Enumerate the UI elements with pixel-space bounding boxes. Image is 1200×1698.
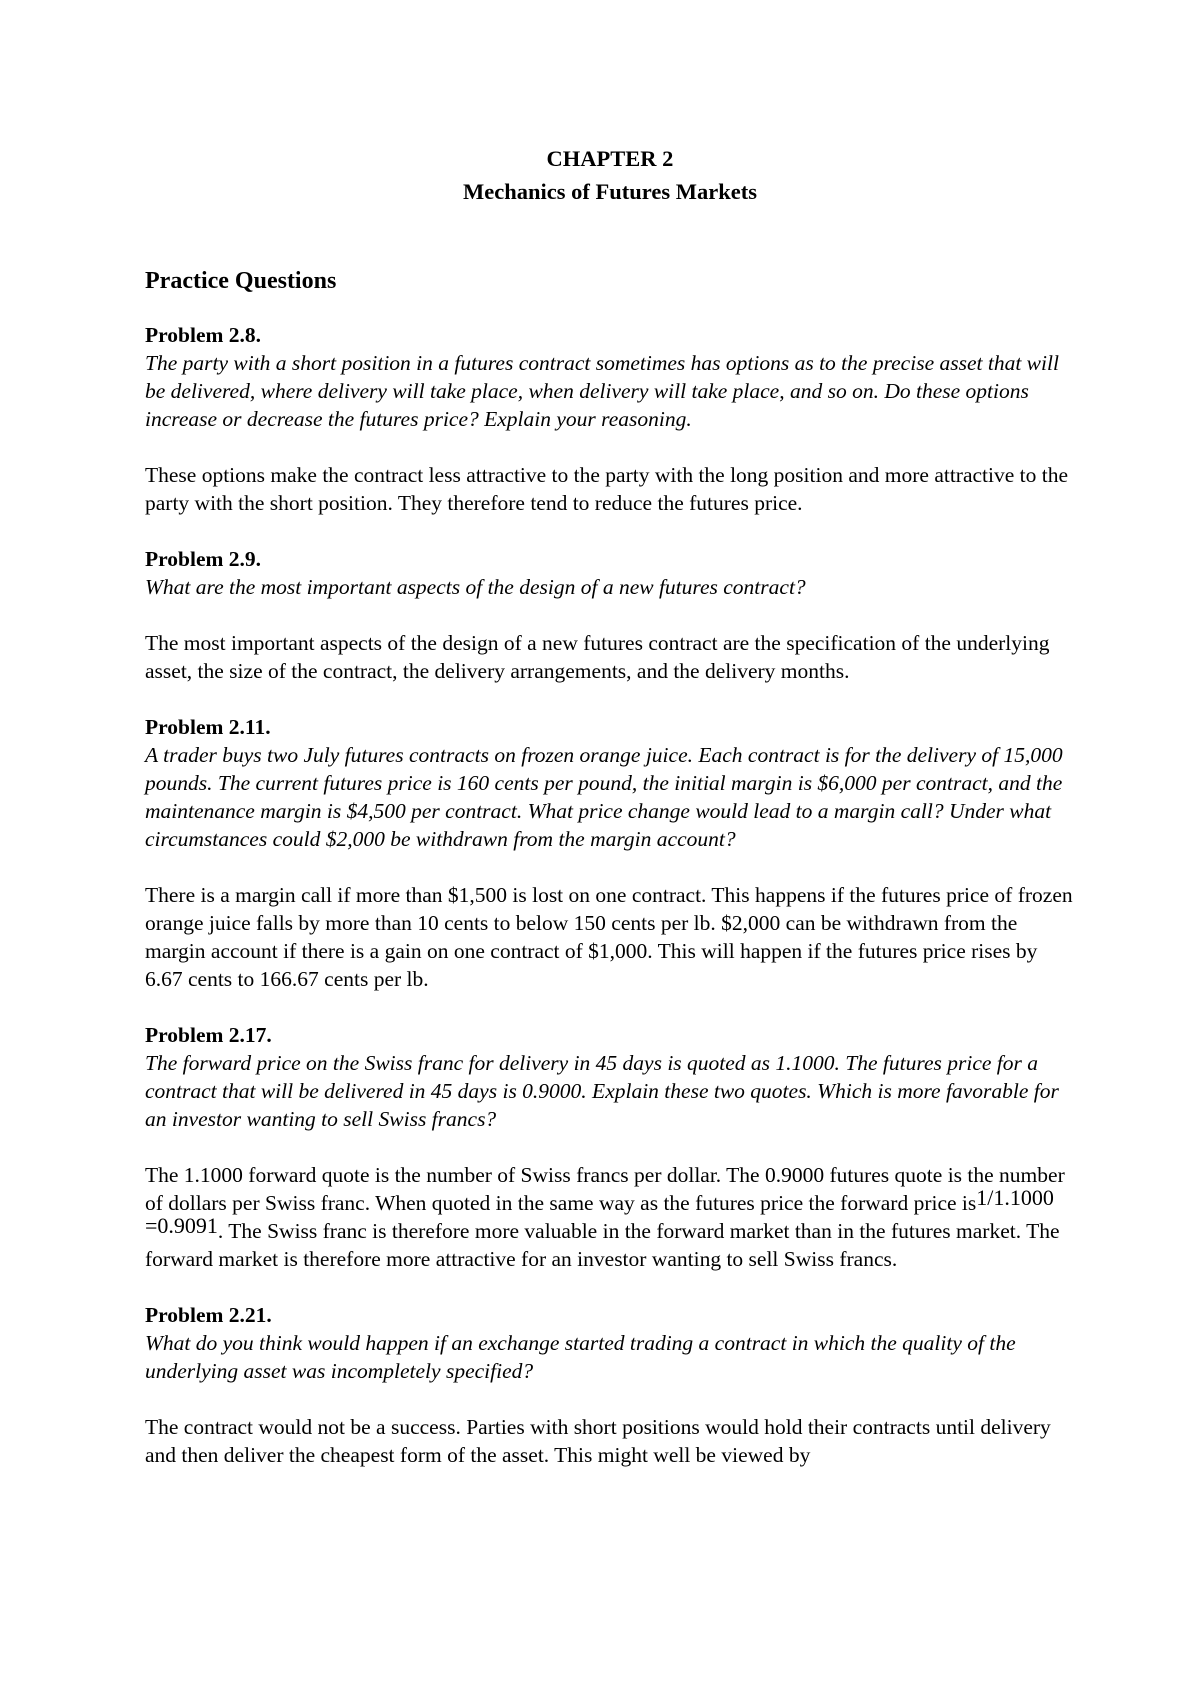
problem-answer: The contract would not be a success. Parties with short positions would hold their contracts until delivery and then deliver the cheapest form of the asset. This might well be viewed by xyxy=(145,1415,1051,1467)
problem-title: Problem 2.8. xyxy=(145,323,262,347)
problem-2-8 xyxy=(145,321,1075,517)
problem-answer xyxy=(145,1161,1075,1273)
problem-2-21 xyxy=(145,1301,1075,1469)
problem-title: Problem 2.11. xyxy=(145,715,271,739)
problem-title: Problem 2.9. xyxy=(145,547,262,571)
chapter-title: Mechanics of Futures Markets xyxy=(463,179,757,204)
problem-answer: The most important aspects of the design of a new futures contract are the specification of the underlying asset, the size of the contract, the delivery arrangements, and the delivery months. xyxy=(145,631,1050,683)
section-title: Practice Questions xyxy=(145,268,337,294)
problem-question: What are the most important aspects of the design of a new futures contract? xyxy=(145,575,806,599)
chapter-number: CHAPTER 2 xyxy=(546,146,674,171)
problem-question: The forward price on the Swiss franc for delivery in 45 days is quoted as 1.1000. The futures price for a contract that will be delivered in 45 days is 0.9000. Explain these two quotes. Which is more favorable for an investor wanting to sell Swiss francs? xyxy=(145,1051,1059,1131)
problem-title: Problem 2.17. xyxy=(145,1023,272,1047)
problem-question: A trader buys two July futures contracts on frozen orange juice. Each contract is for the delivery of 15,000 pounds. The current futures price is 160 cents per pound, the initial margin is $6,000 per contract, and the maintenance margin is $4,500 per contract. What price change would lead to a margin call? Under what circumstances could $2,000 be withdrawn from the margin account? xyxy=(145,743,1063,851)
document-page xyxy=(145,142,1075,1469)
problem-2-11 xyxy=(145,713,1075,993)
problem-question: The party with a short position in a futures contract sometimes has options as to the precise asset that will be delivered, where delivery will take place, when delivery will take place, and so on. Do these options increase or decrease the futures price? Explain your reasoning. xyxy=(145,351,1059,431)
answer-text-before: The 1.1000 forward quote is the number of Swiss francs per dollar. The 0.9000 futures quote is the number of dollars per Swiss franc. When quoted in the same way as the futures price the forward price is xyxy=(145,1163,1065,1215)
answer-equation: 1/1.1000 =0.9091 xyxy=(145,1185,1054,1238)
problem-title: Problem 2.21. xyxy=(145,1303,272,1327)
problem-2-17 xyxy=(145,1021,1075,1273)
answer-text-after: . The Swiss franc is therefore more valuable in the forward market than in the futures market. The forward market is therefore more attractive for an investor wanting to sell Swiss francs. xyxy=(145,1219,1060,1271)
problem-answer: There is a margin call if more than $1,500 is lost on one contract. This happens if the futures price of frozen orange juice falls by more than 10 cents to below 150 cents per lb. $2,000 can be withdrawn from the margin account if there is a gain on one contract of $1,000. This will happen if the futures price rises by 6.67 cents to 166.67 cents per lb. xyxy=(145,883,1073,991)
problem-answer: These options make the contract less attractive to the party with the long position and more attractive to the party with the short position. They therefore tend to reduce the futures price. xyxy=(145,463,1069,515)
problem-question: What do you think would happen if an exchange started trading a contract in which the quality of the underlying asset was incompletely specified? xyxy=(145,1331,1016,1383)
problem-2-9 xyxy=(145,545,1075,685)
